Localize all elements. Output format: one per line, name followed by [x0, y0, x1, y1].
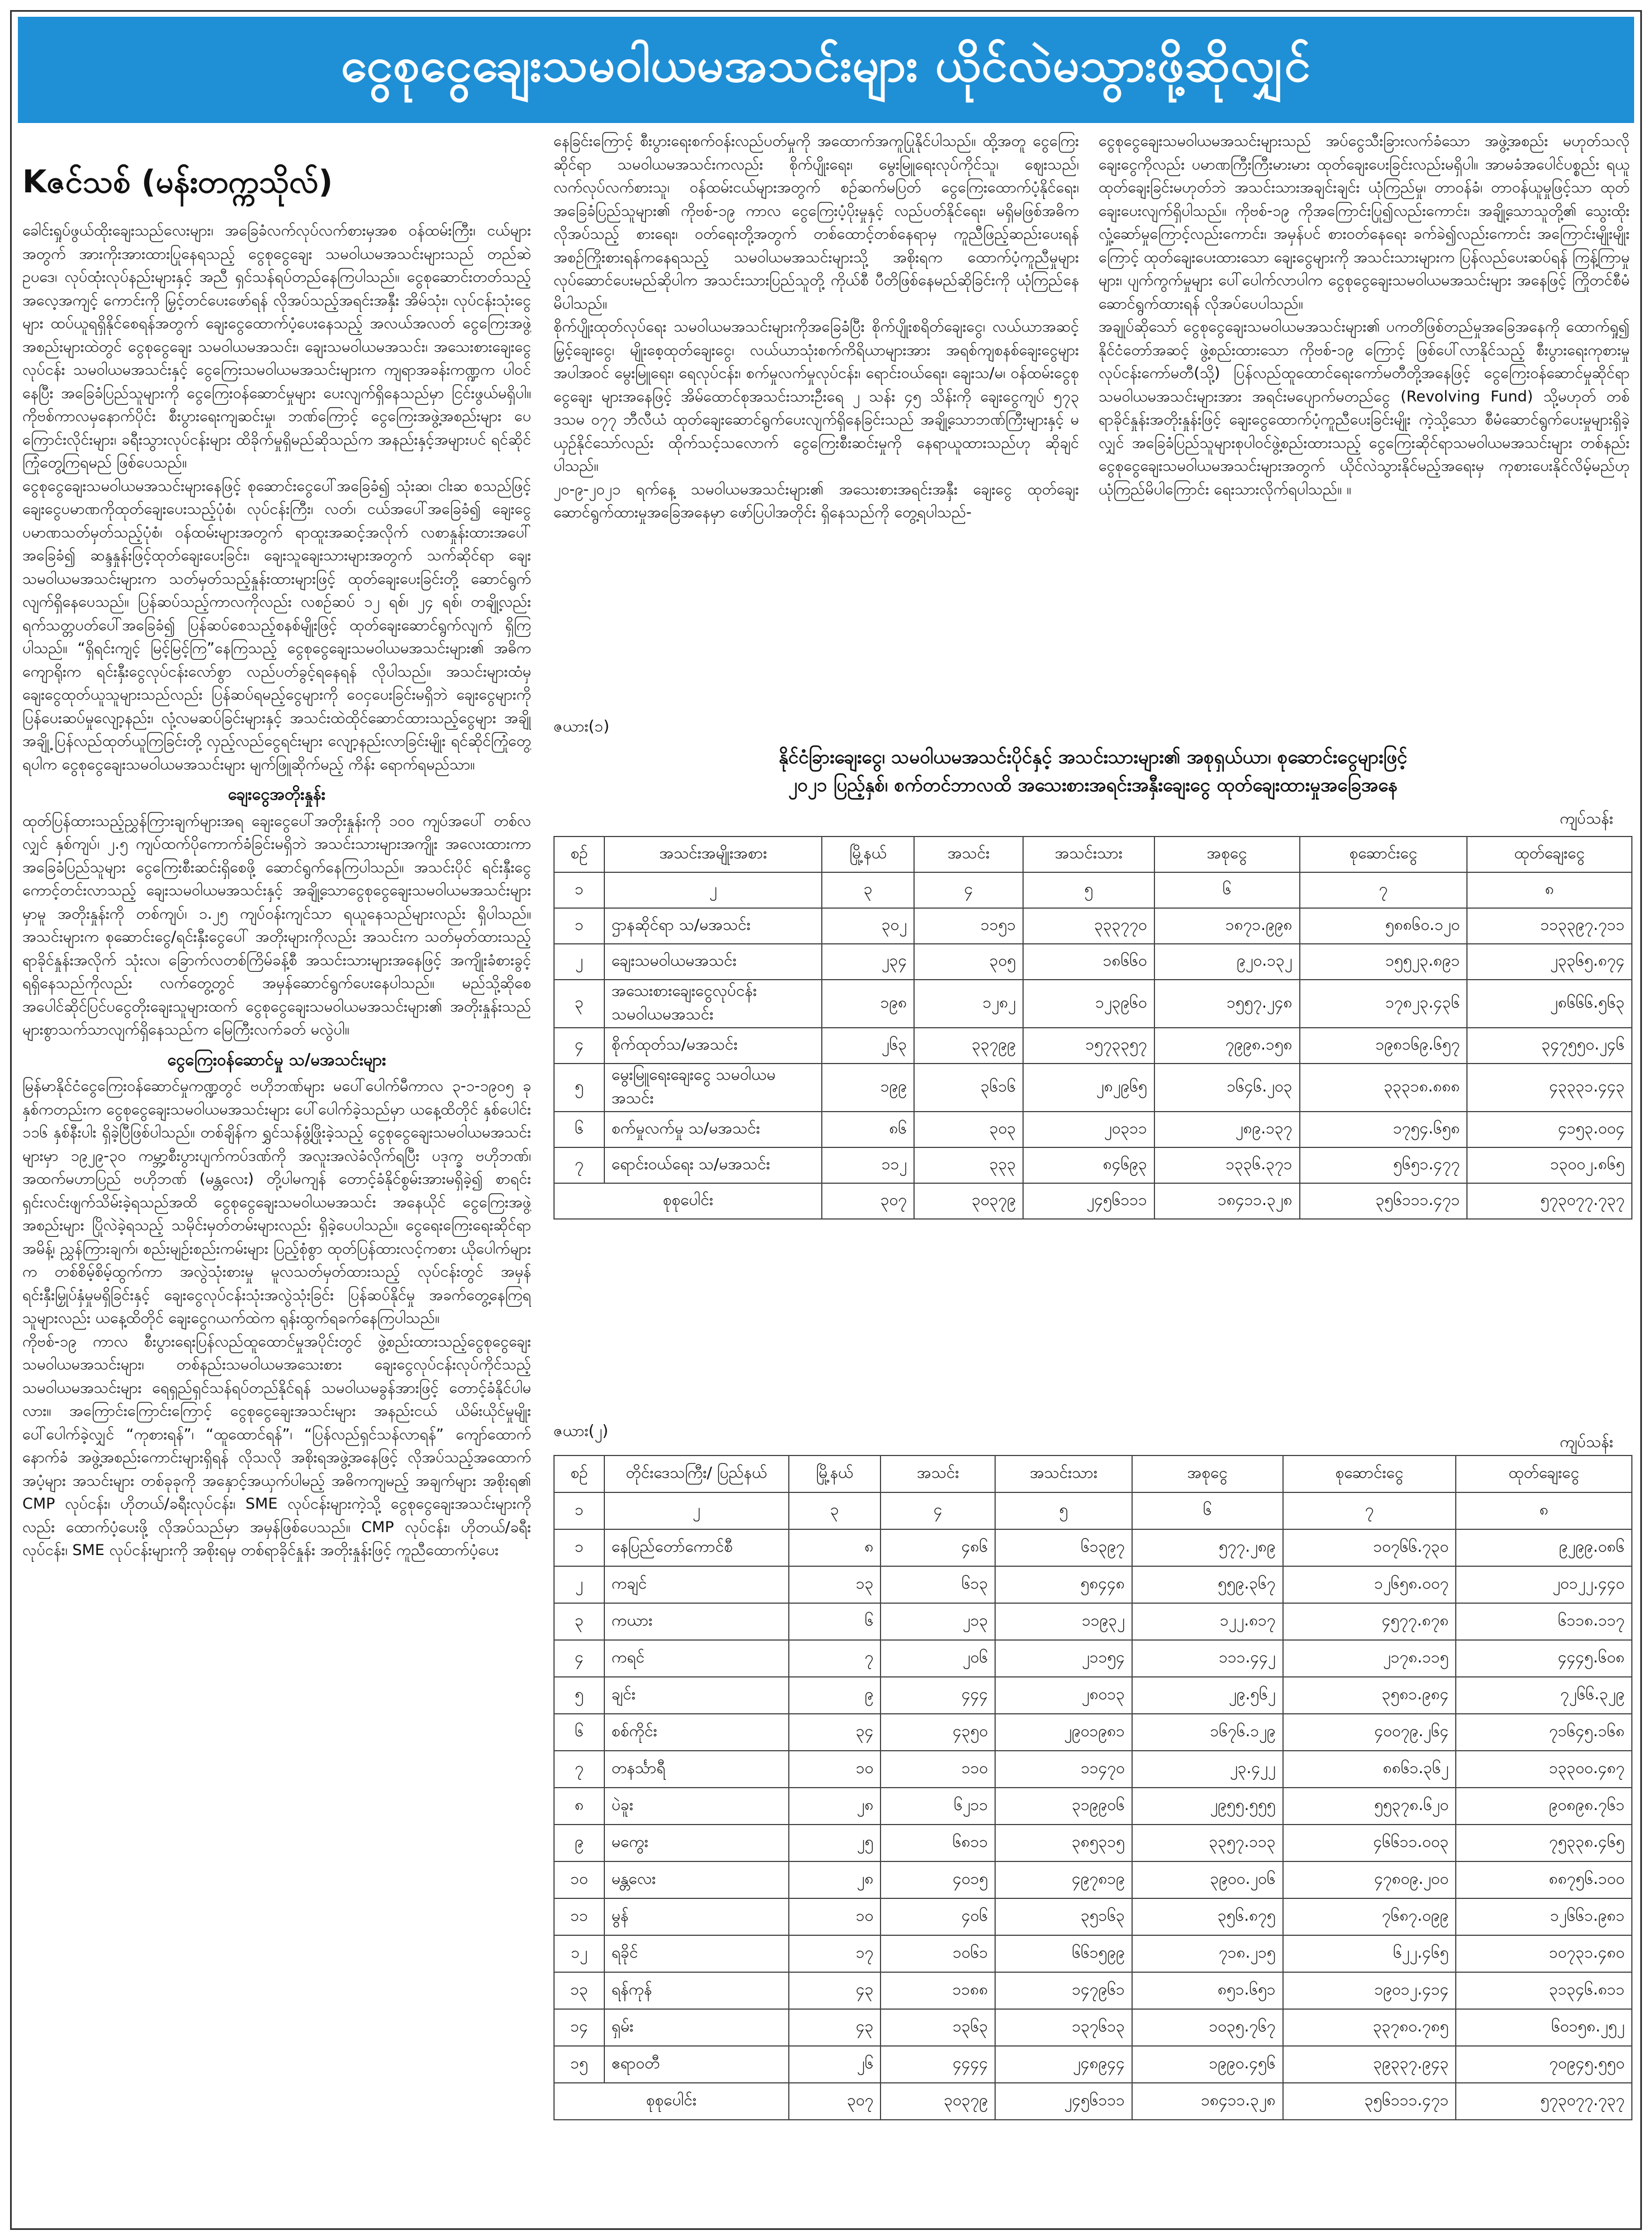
table-row [554, 908, 1632, 944]
index-cell: ၄ [881, 1492, 995, 1529]
column-header: ထုတ်ချေးငွေ [1456, 1455, 1632, 1492]
table-row [554, 980, 1632, 1028]
table-cell: ၁၁၀ [881, 1751, 995, 1788]
table-row [554, 1788, 1632, 1825]
table-cell: ၇၀၉၄၅.၅၅၀ [1456, 2046, 1632, 2083]
total-cell: ၃၀၇ [789, 2083, 881, 2120]
table-cell: ၂၀၁၂၂.၄၄၀ [1456, 1566, 1632, 1603]
table-cell: ၃၃၃၁၈.၈၈၈ [1300, 1064, 1468, 1112]
table-cell: ၂ [554, 1566, 604, 1603]
table-cell: ၄ [554, 1028, 604, 1064]
table-cell: ၃၀၂ [822, 908, 914, 944]
table-cell: ၁၁ [554, 1898, 604, 1935]
index-cell: ၆ [1132, 1492, 1283, 1529]
table-cell: ၆၈၁၁ [881, 1825, 995, 1861]
column-header: အစုငွေ [1154, 837, 1300, 872]
table-cell: ၇ [554, 1751, 604, 1788]
table-cell: ၆၀၁၅၈.၂၅၂ [1456, 2009, 1632, 2046]
table-cell: ၂၉၀၁၉၈၁ [995, 1714, 1132, 1751]
table-cell: ၁၅၇၃၃၅၇ [1023, 1028, 1154, 1064]
column-header: စဉ် [554, 1455, 604, 1492]
table-cell: ၇ [789, 1640, 881, 1677]
total-cell: ၂၄၅၆၁၁၁ [995, 2083, 1132, 2120]
table-cell: ၆ [554, 1112, 604, 1147]
paragraph: ငွေစုငွေချေးသမဝါယမအသင်းများသည် အပ်ငွေသီးခြားလက်ခံသော အဖွဲ့အစည်း မဟုတ်သလို ချေးငွေကိုလည်း ပမာဏကြီးကြီးမားမား ထုတ်ချေးပေးခြင်းလည်းမရှိပါ။ အာမခံအပေါင်ပစ္စည်း ရယူထုတ်ချေးခြင်းမဟုတ်ဘဲ အသင်းသားအချင်းချင်း ယုံကြည်မှု၊ တာဝန်ခံ၊ တာဝန်ယူမှုဖြင့်သာ ထုတ်ချေးပေးလျက်ရှိပါသည်။ ကိုဗစ်-၁၉ ကိုအကြောင်းပြု၍လည်းကောင်း၊ အချို့သောသူတို့၏ သွေးထိုးလှုံ့ဆော်မှုကြောင့်လည်းကောင်း၊ အမှန်ပင် စားဝတ်နေရေး ခက်ခဲ၍လည်းကောင်း အကြောင်းမျိုးမျိုးကြောင့် ထုတ်ချေးပေးထားသော ချေးငွေများကို အသင်းသားများက ပြန်လည်ပေးဆပ်ရန် ကြန့်ကြာမှုများ၊ ပျက်ကွက်မှုများ ပေါ်ပေါက်လာပါက ငွေစုငွေချေးသမဝါယမအသင်းများ အနေဖြင့် ကြိုတင်စီမံဆောင်ရွက်ထားရန် လိုအပ်ပေပါသည်။ [1099, 133, 1630, 313]
table-cell: ၆၁၃ [881, 1566, 995, 1603]
index-cell: ၆ [1154, 872, 1300, 908]
table-cell: မန္တလေး [604, 1861, 789, 1898]
table-cell: ၁၀ [789, 1751, 881, 1788]
column-header: မြို့နယ် [789, 1455, 881, 1492]
table-cell: ၁၀၃၅.၇၆၇ [1132, 2009, 1283, 2046]
article-column-3 [1099, 130, 1630, 706]
table-cell: ၁၀ [789, 1898, 881, 1935]
table-cell: ၉ [554, 1825, 604, 1861]
table-cell: ၅၈၄၄၈ [995, 1566, 1132, 1603]
table-row [554, 2046, 1632, 2083]
index-cell: ၅ [995, 1492, 1132, 1529]
table-cell: ၃၄ [789, 1714, 881, 1751]
table-cell: ရခိုင် [604, 1935, 789, 1972]
total-cell: ၃၀၇ [822, 1183, 914, 1219]
index-cell: ၇ [1300, 872, 1468, 908]
table-cell: ၁၉၀၁၂.၄၁၄ [1283, 1972, 1456, 2009]
table-cell: ၅၅၉.၃၆၇ [1132, 1566, 1283, 1603]
table-cell: ၃၅၈၁.၉၈၄ [1283, 1677, 1456, 1714]
table-cell: ၁၀၇၃၁.၄၈၀ [1456, 1935, 1632, 1972]
table-cell: ၁၅ [554, 2046, 604, 2083]
table-cell: ၆ [554, 1714, 604, 1751]
table-cell: ၈၈၇၅၆.၁၀၀ [1456, 1861, 1632, 1898]
table-cell: ၂၈၆၆၆.၅၆၃ [1467, 980, 1632, 1028]
paragraph: ထုတ်ပြန်ထားသည့်ညွှန်ကြားချက်များအရ ချေးငွေပေါ်အတိုးနှုန်းကို ၁၀၀ ကျပ်အပေါ် တစ်လလျှင် နှစ်ကျပ်၊ ၂.၅ ကျပ်ထက်ပိုကောက်ခံခြင်းမရှိဘဲ အသင်းသားများအကျိုး အလေးထားကာ အခြေခံပြည်သူများ ငွေကြေးစီးဆင်းရှိစေဖို့ ဆောင်ရွက်နေကြပါသည်။ အသင်းပိုင် ရင်းနှီးငွေကောင့်တင်းလာသည့် ချေးသမဝါယမအသင်းနှင့် အချို့သောငွေစုငွေချေးသမဝါယမအသင်းများမှာမူ အတိုးနှုန်းကို တစ်ကျပ်၊ ၁.၂၅ ကျပ်ဝန်းကျင်သာ ရယူနေသည်များလည်း ရှိပါသည်။ အသင်းများက စုဆောင်းငွေ/ရင်းနှီးငွေပေါ် အတိုးများကိုလည်း အသင်းက သတ်မှတ်ထားသည့် ရာခိုင်နှုန်းအလိုက် သုံးလ၊ ခြောက်လတစ်ကြိမ်ခန့်စီ အသင်းသားများအနေဖြင့် အကျိုးခံစားခွင့်ရရှိနေသည်ကိုလည်း လက်တွေ့တွင် အမှန်ဆောင်ရွက်ပေးနေပါသည်။ မည်သို့ဆိုစေ အပေါင်ဆိုင်ပြင်ပငွေတိုးချေးသူများထက် ငွေစုငွေချေးသမဝါယမအသင်းများ၏ အတိုးနှုန်းသည် များစွာသက်သာလျက်ရှိနေသည်က မြေကြီးလက်ခတ် မလွဲပါ။ [22, 812, 531, 1038]
table-cell: ၁၉၉၀.၄၅၆ [1132, 2046, 1283, 2083]
table-cell: ၁၆၄၆.၂၀၃ [1154, 1064, 1300, 1112]
table-cell: ၂၁၁၅၄ [995, 1640, 1132, 1677]
table-cell: ၃၃၃ [914, 1147, 1023, 1183]
column-header: မြို့နယ် [822, 837, 914, 872]
table-cell: ၂၃၃၆၅.၈၇၄ [1467, 944, 1632, 980]
table-cell: ၁၄ [554, 2009, 604, 2046]
table-cell: ၇၁၆၄၅.၁၆၈ [1456, 1714, 1632, 1751]
table-cell: ၃၉၃၃၇.၉၄၃ [1283, 2046, 1456, 2083]
table-cell: ၂၄၈၉၄၄ [995, 2046, 1132, 2083]
column-header: အသင်း [881, 1455, 995, 1492]
table-cell: ၅ [554, 1677, 604, 1714]
column-header: အသင်းသား [995, 1455, 1132, 1492]
table-cell: ၄၀၀၇၉.၂၆၄ [1283, 1714, 1456, 1751]
table1-index-row [554, 872, 1632, 908]
table-cell: ၂၈၀၁၃ [995, 1677, 1132, 1714]
table-cell: ၂၁၇၈.၁၁၅ [1283, 1640, 1456, 1677]
table-cell: ၁၂၆၆၁.၉၈၁ [1456, 1898, 1632, 1935]
table1-header-row [554, 837, 1632, 872]
table-cell: ၆ [789, 1603, 881, 1640]
table-cell: ၄၅၇၇.၈၇၈ [1283, 1603, 1456, 1640]
table-cell: ၃၁၉၉၀၆ [995, 1788, 1132, 1825]
table-cell: ၄၃ [789, 2009, 881, 2046]
table-row [554, 1751, 1632, 1788]
table-cell: ၄၃၃၃၁.၄၄၃ [1467, 1064, 1632, 1112]
table-cell: ၄၄၄၄ [881, 2046, 995, 2083]
table-row [554, 1147, 1632, 1183]
total-cell: ၅၇၃၀၇၇.၇၃၇ [1456, 2083, 1632, 2120]
column-header: စုဆောင်းငွေ [1283, 1455, 1456, 1492]
table-row [554, 1603, 1632, 1640]
table-cell: ၁၂၆၅၈.၀၀၇ [1283, 1566, 1456, 1603]
table-row [554, 1064, 1632, 1112]
table1-title-line1: နိုင်ငံခြားချေးငွေ၊ သမဝါယမအသင်းပိုင်နှင့် အသင်းသားများ၏ အစုရှယ်ယာ၊ စုဆောင်းငွေများဖြင့် [778, 746, 1408, 768]
table-cell: ၂၆ [789, 2046, 881, 2083]
paragraph: အချုပ်ဆိုသော် ငွေစုငွေချေးသမဝါယမအသင်းများ၏ ပကတိဖြစ်တည်မှုအခြေအနေကို ထောက်ရှု၍ နိုင်ငံတော်အဆင့် ဖွဲ့စည်းထားသော ကိုဗစ်-၁၉ ကြောင့် ဖြစ်ပေါ်လာနိုင်သည့် စီးပွားရေးကုစားမှု လုပ်ငန်းကော်မတီ(သို့) ပြန်လည်ထူထောင်ရေးကော်မတီတို့အနေဖြင့် ငွေကြေးဝန်ဆောင်မှုဆိုင်ရာ သမဝါယမအသင်းများအား အရင်းမပျောက်မတည်ငွေ (Revolving Fund) သို့မဟုတ် တစ်ရာခိုင်နှုန်းအတိုးနှုန်းဖြင့် ချေးငွေထောက်ပံ့ကူညီပေးခြင်းမျိုး ကဲ့သို့သော စီမံဆောင်ရွက်ပေးမှုများရှိခဲ့လျှင် အခြေခံပြည်သူများစုပါဝင်ဖွဲ့စည်းထားသည့် ငွေကြေးဆိုင်ရာသမဝါယမအသင်းများ တစ်နည်းငွေစုငွေချေးသမဝါယမအသင်းများအတွက် ယိုင်လဲသွားနိုင်မည့်အရေးမှ ကုစားပေးနိုင်လိမ့်မည်ဟု ယုံကြည်မိပါကြောင်း ရေးသားလိုက်ရပါသည်။ ။ [1099, 318, 1630, 498]
table-cell: ၁ [554, 1529, 604, 1566]
table-cell: ရန်ကုန် [604, 1972, 789, 2009]
table-cell: ၈၈၆၁.၃၆၂ [1283, 1751, 1456, 1788]
total-cell: ၂၄၅၆၁၁၁ [1023, 1183, 1154, 1219]
table2-total-row [554, 2083, 1632, 2120]
table-cell: ၁၀၇၆၆.၇၃၀ [1283, 1529, 1456, 1566]
table-row [554, 1972, 1632, 2009]
table-cell: ၁၅၅၇.၂၄၈ [1154, 980, 1300, 1028]
table-cell: ၃၅၁၆၃ [995, 1898, 1132, 1935]
table-cell: ၄၆၆၁၁.၀၀၃ [1283, 1825, 1456, 1861]
table1-title-line2: ၂၀၂၁ ပြည့်နှစ်၊ စက်တင်ဘာလထိ အသေးစားအရင်းအနှီးချေးငွေ ထုတ်ချေးထားမှုအခြေအနေ [788, 774, 1398, 796]
table-cell: ၄၇၈၀၉.၂၀၀ [1283, 1861, 1456, 1898]
table-cell: ၁၁၅၁ [914, 908, 1023, 944]
table-cell: ၁၁၁.၄၄၂ [1132, 1640, 1283, 1677]
article-column-1 [22, 219, 531, 2218]
table-row [554, 944, 1632, 980]
table-row [554, 2009, 1632, 2046]
table2-index-row [554, 1492, 1632, 1529]
table-cell: ၄၈၆ [881, 1529, 995, 1566]
table1-label: ဇယား(၁) [553, 717, 610, 735]
table-cell: ၁၈၆၆၀ [1023, 944, 1154, 980]
table-cell: ၉၂၉၉.၀၈၆ [1456, 1529, 1632, 1566]
table-cell: ၁၂၂.၈၁၇ [1132, 1603, 1283, 1640]
table-cell: ၄၄၄၅.၆၀၈ [1456, 1640, 1632, 1677]
paragraph: ကိုဗစ်-၁၉ ကာလ စီးပွားရေးပြန်လည်ထူထောင်မှုအပိုင်းတွင် ဖွဲ့စည်းထားသည့်ငွေစုငွေချေးသမဝါယမအသင်းများ၊ တစ်နည်းသမဝါယမအသေးစား ချေးငွေလုပ်ငန်းလုပ်ကိုင်သည့် သမဝါယမအသင်းများ ရေရှည်ရှင်သန်ရပ်တည်နိုင်ရန် သမဝါယမခွန်အားဖြင့် တောင့်ခံနိုင်ပါမလား။ အကြောင်းကြောင်းကြောင့် ငွေစုငွေချေးအသင်းများ အနည်းငယ် ယိမ်းယိုင်မှုမျိုး ပေါ်ပေါက်ခဲ့လျှင် “ကုစားရန်”၊ “ထူထောင်ရန်”၊ “ပြန်လည်ရှင်သန်လာရန်” ကျော်ထောက်နောက်ခံ အဖွဲ့အစည်းကောင်းများရှိရန် လိုသလို အစိုးရအဖွဲ့အနေဖြင့် လိုအပ်သည့်အထောက်အပံ့များ အသင်းများ တစ်ခုခုကို အနှောင့်အယှက်ပါမည့် အဓိကကျမည့် အချက်များ အစိုးရ၏ CMP လုပ်ငန်း၊ ဟိုတယ်/ခရီးလုပ်ငန်း၊ SME လုပ်ငန်းများကဲ့သို့ ငွေစုငွေချေးအသင်းများကိုလည်း ထောက်ပံ့ပေးဖို့ လိုအပ်သည်မှာ အမှန်ဖြစ်ပေသည်။ CMP လုပ်ငန်း၊ ဟိုတယ်/ခရီးလုပ်ငန်း၊ SME လုပ်ငန်းများကို အစိုးရမှ တစ်ရာခိုင်နှုန်း အတိုးနှုန်းဖြင့် ကူညီထောက်ပံ့ပေး [22, 1332, 531, 1559]
table-row [554, 1566, 1632, 1603]
index-cell: ၇ [1283, 1492, 1456, 1529]
table-cell: ၂၉၅၅.၅၅၅ [1132, 1788, 1283, 1825]
table-cell: ၂ [554, 944, 604, 980]
paragraph: နေခြင်းကြောင့် စီးပွားရေးစက်ဝန်းလည်ပတ်မှုကို အထောက်အကူပြုနိုင်ပါသည်။ ထို့အတူ ငွေကြေးဆိုင်ရာ သမဝါယမအသင်းကလည်း စိုက်ပျိုးရေး၊ မွေးမြူရေးလုပ်ကိုင်သူ၊ ဈေးသည်၊ လက်လုပ်လက်စားသူ၊ ဝန်ထမ်းငယ်များအတွက် စဉ်ဆက်မပြတ် ငွေကြေးထောက်ပံ့နိုင်ရေး၊ အခြေခံပြည်သူများ၏ ကိုဗစ်-၁၉ ကာလ ငွေကြေးပံ့ပိုးမှုနှင့် လည်ပတ်နိုင်ရေး၊ မရှိမဖြစ်အဓိကလိုအပ်သည့် စားရေး၊ ဝတ်ရေးတို့အတွက် တစ်ထောင့်တစ်နေရာမှ ကူညီဖြည့်ဆည်းပေးရန် အစဉ်ကြိုးစားရန်ကနေရသည့် သမဝါယမအသင်းများသို့ အစိုးရက ထောက်ပံ့ကူညီမှုများ လုပ်ဆောင်ပေးမည်ဆိုပါက အသင်းသားပြည်သူတို့ ကိုယ်စီ ပီတိဖြစ်နေမည်ဆိုခြင်းကို ယုံကြည်နေမိပါသည်။ [553, 133, 1079, 313]
total-cell: ၃၀၃၇၉ [914, 1183, 1023, 1219]
table-row [554, 1677, 1632, 1714]
table-cell: ၃ [554, 980, 604, 1028]
column-header: တိုင်းဒေသကြီး/ ပြည်နယ် [604, 1455, 789, 1492]
table-cell: အသေးစားချေးငွေလုပ်ငန်း သမဝါယမအသင်း [604, 980, 822, 1028]
table-cell: ၂၀၃၁၁ [1023, 1112, 1154, 1147]
table-cell: ၁၂၃၉၆၀ [1023, 980, 1154, 1028]
paragraph: မြန်မာနိုင်ငံငွေကြေးဝန်ဆောင်မှုကဏ္ဍတွင် ဗဟိုဘဏ်များ မပေါ်ပေါက်မီကာလ ၃-၁-၁၉၀၅ ခုနှစ်ကတည်းက ငွေစုငွေချေးသမဝါယမအသင်းများ ပေါ်ပေါက်ခဲ့သည်မှာ ယနေ့ထိတိုင် နှစ်ပေါင်း ၁၁၆ နှစ်နီးပါး ရှိခဲ့ပြီဖြစ်ပါသည်။ တစ်ချိန်က ရွှင်သန်ဖွံ့ဖြိုးခဲ့သည့် ငွေစုငွေချေးသမဝါယမအသင်းများမှာ ၁၉၂၉-၃၀ ကမ္ဘာ့စီးပွားပျက်ကပ်ဒဏ်ကို အလူးအလဲခံလိုက်ရပြီး ပဒုက္ခ ဗဟိုဘဏ်၊ အထက်မဟာပြည် ဗဟိုဘဏ် (မန္တလေး) တို့ပါမကျန် တောင့်ခံနိုင်စွမ်းအားမရှိခဲ့၍ စာရင်းရှင်းလင်းဖျက်သိမ်းခဲ့ရသည်အထိ ငွေစုငွေချေးသမဝါယမအသင်း အနေယိုင် ငွေကြေးအဖွဲ့အစည်းများ ပြိုလဲခဲ့ရသည့် သမိုင်းမှတ်တမ်းများလည်း ရှိခဲ့ပေပါသည်။ ငွေရေးကြေးရေးဆိုင်ရာ အမိန့်၊ ညွှန်ကြားချက်၊ စည်းမျဉ်းစည်းကမ်းများ ပြည့်စုံစွာ ထုတ်ပြန်ထားလင့်ကစား ယိုပေါက်များက တစ်စိမ့်စိမ့်ထွက်ကာ အလွဲသုံးစားမှု မူလသတ်မှတ်ထားသည့် လုပ်ငန်းတွင် အမှန်ရင်းနှီးမြှုပ်နှံမှုမရှိခြင်းနှင့် ချေးငွေလုပ်ငန်းသုံးအလွဲသုံးခြင်း ပြန်ဆပ်နိုင်မှု အခက်တွေ့နေကြရသူများလည်း ယနေ့ထိတိုင် ချေးငွေဂယက်ထဲက ရုန်းထွက်ရခက်နေကြပါသည်။ [22, 1078, 531, 1327]
table-cell: ၃၆၁၆ [914, 1064, 1023, 1112]
table-cell: ၃၁၃၄၆.၈၁၁ [1456, 1972, 1632, 2009]
table-cell: ၁၉၈၁၆၉.၆၅၇ [1300, 1028, 1468, 1064]
table-cell: ၁၃၇၆၁၃ [995, 2009, 1132, 2046]
table-cell: ၁၁၈၈ [881, 1972, 995, 2009]
table-row [554, 1112, 1632, 1147]
table-cell: ၁၇၈၂၃.၄၃၆ [1300, 980, 1468, 1028]
index-cell: ၁ [554, 872, 604, 908]
table-row [554, 1935, 1632, 1972]
table1 [553, 836, 1632, 1220]
table-cell: ၁ [554, 908, 604, 944]
table-cell: ၁၃၃၆.၃၇၁ [1154, 1147, 1300, 1183]
table-cell: ၇၂၆၆.၃၂၉ [1456, 1677, 1632, 1714]
headline-text: ငွေစုငွေချေးသမဝါယမအသင်းများ ယိုင်လဲမသွားဖို့ဆိုလျှင် [341, 37, 1311, 92]
column-header: စဉ် [554, 837, 604, 872]
paragraph: ငွေစုငွေချေးသမဝါယမအသင်းများနေဖြင့် စုဆောင်းငွေပေါ်အခြေခံ၍ သုံးဆ၊ ငါးဆ စသည်ဖြင့် ချေးငွေပမာဏကိုထုတ်ချေးပေးသည့်ပုံစံ၊ လုပ်ငန်းကြီး၊ လတ်၊ ငယ်အပေါ်အခြေခံ၍ ချေးငွေပမာဏသတ်မှတ်သည့်ပုံစံ၊ ဝန်ထမ်းများအတွက် ရာထူးအဆင့်အလိုက် လစာနှုန်းထားအပေါ် အခြေခံ၍ ဆန္ဒနှုန်းဖြင့်ထုတ်ချေးပေးခြင်း၊ ချေးသူချေးသားများအတွက် သက်ဆိုင်ရာ ချေးသမဝါယမအသင်းများက သတ်မှတ်သည့်နှုန်းထားများဖြင့် ထုတ်ချေးပေးခြင်းတို့ ဆောင်ရွက်လျက်ရှိနေပေသည်။ ပြန်ဆပ်သည့်ကာလကိုလည်း လစဉ်ဆပ် ၁၂ ရစ်၊ ၂၄ ရစ်၊ တချို့လည်း ရက်သတ္တပတ်ပေါ်အခြေခံ၍ ပြန်ဆပ်စေသည့်စနစ်မျိုးဖြင့် ထုတ်ချေးဆောင်ရွက်လျက် ရှိကြပါသည်။ “ရှိရင်းကျင့် မြင့်မြင့်ကြ”နေကြသည့် ငွေစုငွေချေးသမဝါယမအသင်းများ၏ အဓိကကျောရိုးက ရင်းနှီးငွေလုပ်ငန်းလော်စွာ လည်ပတ်ခွင့်ရနေရန် လိုပါသည်။ အသင်းများထံမှ ချေးငွေထုတ်ယူသူများသည်လည်း ပြန်ဆပ်ရမည့်ငွေများကို ဝေငှပေးခြင်းမရှိဘဲ ချေးငွေများကို ပြန်ပေးဆပ်မှုလျော့နည်း၊ လုံ့လမဆပ်ခြင်းများနှင့် အသင်းထဲထိုင်ဆောင်ထားသည့်ငွေများ အချို့ အချို့ ပြန်လည်ထုတ်ယူကြခြင်းတို့ လှည့်လည်ငွေရင်းများ လျော့နည်းလာခြင်းမျိုး ရင်ဆိုင်ကြုံတွေ့ရပါက ငွေစုငွေချေးသမဝါယမအသင်းများ မျက်ဖြူဆိုက်မည့် ကိန်း ရောက်ရမည်သာ။ [22, 477, 531, 773]
table-cell: ၁၅၅၂၃.၈၉၁ [1300, 944, 1468, 980]
table-cell: ၂၀၆ [881, 1640, 995, 1677]
table-cell: ၄၄၄ [881, 1677, 995, 1714]
table-cell: ၇၅၃၃၈.၄၆၅ [1456, 1825, 1632, 1861]
table-cell: ၁၉၈ [822, 980, 914, 1028]
index-cell: ၈ [1467, 872, 1632, 908]
table-cell: ၂၃.၄၂၂ [1132, 1751, 1283, 1788]
table-cell: နေပြည်တော်ကောင်စီ [604, 1529, 789, 1566]
table-cell: ၈ [789, 1529, 881, 1566]
table-cell: ၅၆၅၁.၄၇၇ [1300, 1147, 1468, 1183]
table2-unit: ကျပ်သန်း [1560, 1433, 1613, 1451]
total-cell: ၃၅၆၁၁၁.၄၇၁ [1283, 2083, 1456, 2120]
table-cell: ၄၀၁၅ [881, 1861, 995, 1898]
table-cell: ၅ [554, 1064, 604, 1112]
table-cell: စစ်ကိုင်း [604, 1714, 789, 1751]
paragraph: ၂၀-၉-၂၀၂၁ ရက်နေ့ သမဝါယမအသင်းများ၏ အသေးစားအရင်းအနှီး ချေးငွေ ထုတ်ချေးဆောင်ရွက်ထားမှုအခြေအနေမှာ ဖော်ပြပါအတိုင်း ရှိနေသည်ကို တွေ့ရပါသည်- [553, 480, 1079, 521]
table-cell: ၂၅ [789, 1825, 881, 1861]
total-cell: ၁၈၄၁၁.၃၂၈ [1154, 1183, 1300, 1219]
column-header: ထုတ်ချေးငွေ [1467, 837, 1632, 872]
table-row [554, 1028, 1632, 1064]
table-cell: ၆၂၁၁ [881, 1788, 995, 1825]
table-cell: ၅၅၃၇၈.၆၂၀ [1283, 1788, 1456, 1825]
table-cell: ၂၁၃ [881, 1603, 995, 1640]
table-cell: ၁၄၇၉၆၁ [995, 1972, 1132, 2009]
index-cell: ၃ [822, 872, 914, 908]
index-cell: ၂ [604, 1492, 789, 1529]
table1-unit: ကျပ်သန်း [1560, 809, 1613, 828]
table-cell: ရောင်းဝယ်ရေး သ/မအသင်း [604, 1147, 822, 1183]
table-cell: ၈၅၁.၆၅၁ [1132, 1972, 1283, 2009]
total-cell: ၁၈၄၁၁.၃၂၈ [1132, 2083, 1283, 2120]
table-cell: ၄ [554, 1640, 604, 1677]
table-cell: ဧရာဝတီ [604, 2046, 789, 2083]
index-cell: ၅ [1023, 872, 1154, 908]
table-cell: ၂၉.၅၆၂ [1132, 1677, 1283, 1714]
table-cell: ရှမ်း [604, 2009, 789, 2046]
column-header: အသင်းသား [1023, 837, 1154, 872]
table-cell: ၇၆၈၇.၀၉၉ [1283, 1898, 1456, 1935]
table-cell: ၉၀၈၉၈.၇၆၁ [1456, 1788, 1632, 1825]
table-cell: ၉ [789, 1677, 881, 1714]
column-header: အသင်း [914, 837, 1023, 872]
table-cell: ၁၃ [554, 1972, 604, 2009]
author-byline: Kဇင်သစ် (မန်းတက္ကသိုလ်) [22, 164, 333, 200]
index-cell: ၃ [789, 1492, 881, 1529]
table-cell: ၁၁၃၃၉၇.၇၁၁ [1467, 908, 1632, 944]
table-cell: ၇ [554, 1147, 604, 1183]
table-cell: ၁၃၃၀၀.၄၈၇ [1456, 1751, 1632, 1788]
table-cell: ၁၁၄၇၀ [995, 1751, 1132, 1788]
article-column-2 [553, 130, 1079, 706]
table-cell: ချေးသမဝါယမအသင်း [604, 944, 822, 980]
table-cell: စက်မှုလက်မှု သ/မအသင်း [604, 1112, 822, 1147]
total-label: စုစုပေါင်း [554, 1183, 822, 1219]
table-cell: ၃၄၇၅၅၀.၂၄၆ [1467, 1028, 1632, 1064]
table-cell: ၁၀၆၁ [881, 1935, 995, 1972]
table-cell: ပဲခူး [604, 1788, 789, 1825]
table-cell: ၄၃ [789, 1972, 881, 2009]
total-label: စုစုပေါင်း [554, 2083, 789, 2120]
table-cell: ၂၈၉.၁၃၇ [1154, 1112, 1300, 1147]
table2-header-row [554, 1455, 1632, 1492]
table-cell: ၁၇၅၄.၆၅၈ [1300, 1112, 1468, 1147]
table-cell: ၄၁၅၃.၀၀၄ [1467, 1112, 1632, 1147]
subheading: ငွေကြေးဝန်ဆောင်မှု သ/မအသင်းများ [167, 1050, 386, 1069]
column-header: အသင်းအမျိုးအစား [604, 837, 822, 872]
table-cell: ၃၈၅၃၁၅ [995, 1825, 1132, 1861]
column-header: အစုငွေ [1132, 1455, 1283, 1492]
table2 [553, 1455, 1632, 2120]
index-cell: ၁ [554, 1492, 604, 1529]
total-cell: ၃၅၆၁၁၁.၄၇၁ [1300, 1183, 1468, 1219]
table-cell: ၈၄၆၉၃ [1023, 1147, 1154, 1183]
table-cell: ၂၈ [789, 1788, 881, 1825]
table-cell: ၃၀၃ [914, 1112, 1023, 1147]
table-cell: ၁၇ [789, 1935, 881, 1972]
table2-label: ဇယား(၂) [553, 1421, 609, 1440]
table-cell: ၁၂၈၂ [914, 980, 1023, 1028]
total-cell: ၅၇၃၀၇၇.၇၃၇ [1467, 1183, 1632, 1219]
total-cell: ၃၀၃၇၉ [881, 2083, 995, 2120]
table1-total-row [554, 1183, 1632, 1219]
index-cell: ၈ [1456, 1492, 1632, 1529]
table-cell: ချင်း [604, 1677, 789, 1714]
index-cell: ၄ [914, 872, 1023, 908]
table-cell: တနင်္သာရီ [604, 1751, 789, 1788]
table-cell: ကချင် [604, 1566, 789, 1603]
table-cell: ၉၂၀.၁၃၂ [1154, 944, 1300, 980]
table-row [554, 1640, 1632, 1677]
table-cell: ၆၁၁၈.၁၁၇ [1456, 1603, 1632, 1640]
table-cell: ၁၃၆၃ [881, 2009, 995, 2046]
table-cell: ၁၂ [554, 1935, 604, 1972]
paragraph: ခေါင်းရှုပ်ဖွယ်ထိုးချေးသည်လေးများ၊ အခြေခံလက်လုပ်လက်စားမှအစ ဝန်ထမ်းကြီး၊ ငယ်များအတွက် အားကိုးအားထားပြုနေရသည့် ငွေစုငွေချေး သမဝါယမအသင်းများသည် တည်ဆဲဥပဒေ၊ လုပ်ထုံးလုပ်နည်းများနှင့် အညီ ရှင်သန်ရပ်တည်နေကြပါသည်။ ငွေစုဆောင်းတတ်သည့် အလေ့အကျင့် ကောင်းကို မြှင့်တင်ပေးဖော်ရန် လိုအပ်သည့်အရင်းအနှီး အိမ်သုံး၊ လုပ်ငန်းသုံးငွေများ ထပ်ယူရရှိနိုင်စေရန်အတွက် ချေးငွေထောက်ပံ့ပေးနေသည့် အလယ်အလတ် ငွေကြေးအဖွဲ့အစည်းများထဲတွင် ငွေစုငွေချေး သမဝါယမအသင်း၊ ချေးသမဝါယမအသင်း၊ အသေးစားချေးငွေလုပ်ငန်း သမဝါယမအသင်းနှင့် ငွေကြေးသမဝါယမအသင်းများက ကျရာအခန်းကဏ္ဍက ပါဝင်နေပြီး အခြေခံပြည်သူများကို ငွေကြေးဝန်ဆောင်မှုများ ပေးလျက်ရှိနေသည်မှာ ငြင်းဖွယ်မရှိပါ။ ကိုဗစ်ကာလမှနောက်ပိုင်း စီးပွားရေးကျဆင်းမှု၊ ဘဏ်ကြောင့် ငွေကြေးအဖွဲ့အစည်းများ ပေကြောင်းလိုင်းများ၊ ခရီးသွားလုပ်ငန်းများ ထိခိုက်မှုရှိမည်ဆိုသည်က အနည်းနှင့်အများပင် ရင်ဆိုင်ကြုံတွေ့ကြရမည် ဖြစ်ပေသည်။ [22, 222, 531, 471]
subheading: ချေးငွေအတိုးနှုန်း [228, 785, 326, 804]
index-cell: ၂ [604, 872, 822, 908]
table-cell: ကယား [604, 1603, 789, 1640]
table-cell: ၁၆၇၆.၁၂၉ [1132, 1714, 1283, 1751]
headline-banner [18, 17, 1634, 123]
table-cell: ၈၆ [822, 1112, 914, 1147]
table-cell: ၁၁၂ [822, 1147, 914, 1183]
table-cell: ၃၉၀၀.၂၀၆ [1132, 1861, 1283, 1898]
table-cell: ၂၃၄ [822, 944, 914, 980]
table-cell: ဌာနဆိုင်ရာ သ/မအသင်း [604, 908, 822, 944]
table-cell: ၃၃၃၇၇၀ [1023, 908, 1154, 944]
table-cell: ၃၀၅ [914, 944, 1023, 980]
table-cell: မွန် [604, 1898, 789, 1935]
table-cell: ၈ [554, 1788, 604, 1825]
table-cell: ၃၃၇၉၉ [914, 1028, 1023, 1064]
table-cell: ၆၂၂.၄၆၅ [1283, 1935, 1456, 1972]
table-cell: ကရင် [604, 1640, 789, 1677]
table-cell: ၂၆၃ [822, 1028, 914, 1064]
table-cell: ၁၀ [554, 1861, 604, 1898]
paragraph: စိုက်ပျိုးထုတ်လုပ်ရေး သမဝါယမအသင်းများကိုအခြေခံပြီး စိုက်ပျိုးစရိတ်ချေးငွေ၊ လယ်ယာအဆင့်မြှင့်ချေးငွေ၊ မျိုးစေ့ထုတ်ချေးငွေ၊ လယ်ယာသုံးစက်ကိရိယာများအား အရစ်ကျစနစ်ချေးငွေများအပါအဝင် မွေးမြူရေး၊ ရေလုပ်ငန်း၊ စက်မှုလက်မှုလုပ်ငန်း၊ ရောင်းဝယ်ရေး၊ ချေးသ/မ၊ ဝန်ထမ်းငွေစုငွေချေး များအနေဖြင့် အိမ်ထောင်စုအသင်းသားဦးရေ ၂ သန်း ၄၅ သိန်းကို ချေးငွေကျပ် ၅၇၃ ဒသမ ၀၇၇ ဘီလီယံ ထုတ်ချေးဆောင်ရွက်ပေးလျက်ရှိနေခြင်းသည် အချို့သောဘဏ်ကြီးများနှင့် မယှဉ်နိုင်သော်လည်း ထိုက်သင့်သလောက် ငွေကြေးစီးဆင်းမှုကို နေရာယူထားသည်ဟု ဆိုချင်ပါသည်။ [553, 318, 1079, 475]
table-cell: ၁၃ [789, 1566, 881, 1603]
table-cell: မွေးမြူရေးချေးငွေ သမဝါယမအသင်း [604, 1064, 822, 1112]
table-cell: ၆၁၃၉၇ [995, 1529, 1132, 1566]
table-cell: ၄၀၆ [881, 1898, 995, 1935]
table-row [554, 1714, 1632, 1751]
table-cell: ၂၈ [789, 1861, 881, 1898]
table-cell: ၆၆၁၅၉၉ [995, 1935, 1132, 1972]
table-row [554, 1529, 1632, 1566]
table-row [554, 1861, 1632, 1898]
table-cell: ၃ [554, 1603, 604, 1640]
table-cell: ၁၈၇၁.၉၉၈ [1154, 908, 1300, 944]
table-cell: ၅၇၇.၂၈၉ [1132, 1529, 1283, 1566]
table-cell: ၄၉၇၈၁၉ [995, 1861, 1132, 1898]
table-cell: ၃၅၆.၈၇၅ [1132, 1898, 1283, 1935]
table-cell: ၁၁၉၃၂ [995, 1603, 1132, 1640]
column-header: စုဆောင်းငွေ [1300, 837, 1468, 872]
table-cell: ၂၈၂၉၆၅ [1023, 1064, 1154, 1112]
table-cell: ၁၃၀၀၂.၈၆၅ [1467, 1147, 1632, 1183]
table-cell: ၃၃၇၈၀.၇၈၅ [1283, 2009, 1456, 2046]
table-cell: ၄၃၅၀ [881, 1714, 995, 1751]
table-cell: ၇၁၈.၂၁၅ [1132, 1935, 1283, 1972]
table-row [554, 1898, 1632, 1935]
table-cell: ၇၉၉၈.၁၅၈ [1154, 1028, 1300, 1064]
table-cell: မကွေး [604, 1825, 789, 1861]
table-row [554, 1825, 1632, 1861]
table-cell: ၁၉၉ [822, 1064, 914, 1112]
table-cell: ၅၈၈၆၀.၁၂၀ [1300, 908, 1468, 944]
table-cell: စိုက်ထုတ်သ/မအသင်း [604, 1028, 822, 1064]
table-cell: ၃၃၅၇.၁၁၃ [1132, 1825, 1283, 1861]
